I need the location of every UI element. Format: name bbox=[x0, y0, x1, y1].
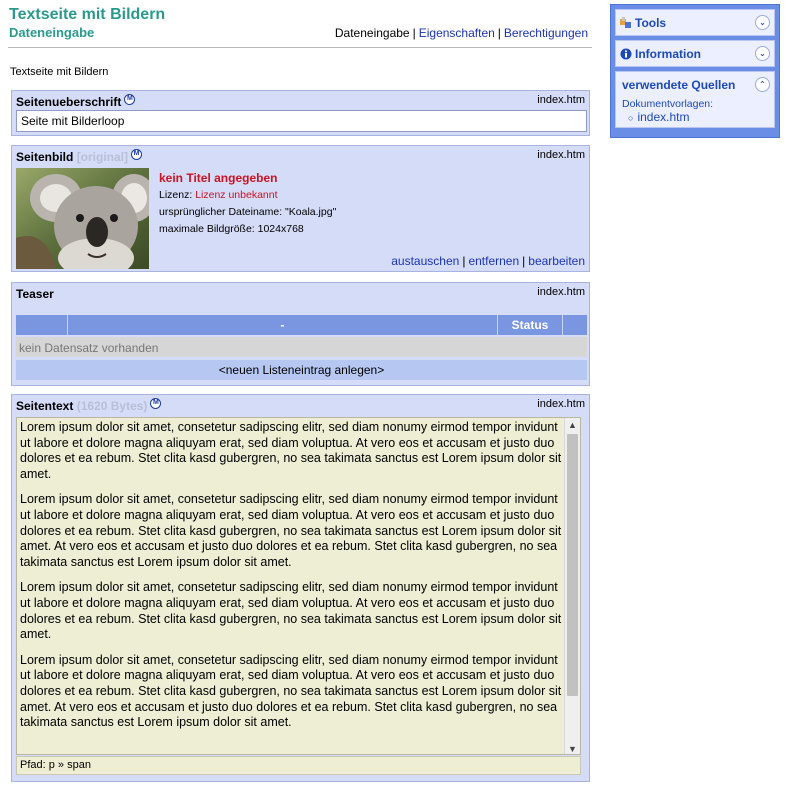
license-label: Lizenz: bbox=[159, 189, 193, 201]
scroll-up-icon[interactable]: ▲ bbox=[568, 420, 577, 430]
bullet-icon: ○ bbox=[628, 113, 634, 123]
page-title: Textseite mit Bildern bbox=[9, 6, 166, 23]
top-nav bbox=[335, 26, 588, 40]
main-area bbox=[8, 4, 592, 771]
image-panel bbox=[11, 145, 590, 272]
remove-image-link[interactable]: entfernen bbox=[468, 254, 520, 268]
image-filename: ursprünglicher Dateiname: "Koala.jpg" bbox=[159, 206, 337, 218]
panel-title: Teaser bbox=[16, 287, 54, 301]
list-empty-message: kein Datensatz vorhanden bbox=[16, 337, 587, 357]
paragraph[interactable]: Lorem ipsum dolor sit amet, consetetur sadipscing elitr, sed diam nonumy eirmod tempor invidunt ut labore et dolore magna aliquyam erat, sed diam voluptua. At vero eos et accusam et justo duo dolores et ea rebum. Stet clita kasd gubergren, no sea takimata sanctus est Lorem ipsum dolor sit amet. At vero eos et accusam et justo duo dolores et ea rebum. Stet clita kasd gubergren, no sea takimata sanctus est Lorem ipsum dolor sit amet. bbox=[20, 652, 562, 730]
text-panel bbox=[11, 394, 590, 782]
meta-icon[interactable]: M bbox=[150, 398, 161, 409]
chevron-up-icon[interactable]: ⌃ bbox=[755, 77, 770, 92]
info-icon bbox=[620, 48, 632, 60]
paragraph[interactable]: Lorem ipsum dolor sit amet, consetetur sadipscing elitr, sed diam nonumy eirmod tempor invidunt ut labore et dolore magna aliquyam erat, sed diam voluptua. At vero eos et accusam et justo duo dolores et ea rebum. Stet clita kasd gubergren, no sea takimata sanctus est Lorem ipsum dolor sit amet. bbox=[20, 580, 562, 642]
page-subtitle: Dateneingabe bbox=[9, 25, 95, 40]
header bbox=[8, 4, 592, 48]
paragraph[interactable]: Lorem ipsum dolor sit amet, consetetur sadipscing elitr, sed diam nonumy eirmod tempor invidunt ut labore et dolore magna aliquyam erat, sed diam voluptua. At vero eos et accusam et justo duo dolores et ea rebum. Stet clita kasd gubergren, no sea takimata sanctus est Lorem ipsum dolor sit amet. At vero eos et accusam et justo duo dolores et ea rebum. Stet clita kasd gubergren, no sea takimata sanctus est Lorem ipsum dolor sit amet. bbox=[20, 492, 562, 569]
sidebar-tools-header[interactable] bbox=[620, 16, 666, 30]
sidebar bbox=[610, 4, 780, 138]
license-value: Lizenz unbekannt bbox=[195, 189, 278, 201]
panel-file: index.htm bbox=[537, 149, 585, 161]
column-header-select[interactable] bbox=[16, 315, 68, 335]
new-list-entry-button[interactable]: <neuen Listeneintrag anlegen> bbox=[16, 360, 587, 380]
text-size: (1620 Bytes) bbox=[76, 399, 148, 413]
paragraph[interactable]: Lorem ipsum dolor sit amet, consetetur sadipscing elitr, sed diam nonumy eirmod tempor invidunt ut labore et dolore magna aliquyam erat, sed diam voluptua. At vero eos et accusam et justo duo dolores et ea rebum. Stet clita kasd gubergren, no sea takimata sanctus est Lorem ipsum dolor sit amet. bbox=[20, 420, 562, 481]
replace-image-link[interactable]: austauschen bbox=[391, 254, 460, 268]
sources-item[interactable] bbox=[628, 110, 689, 124]
image-info bbox=[159, 170, 336, 238]
image-maxsize: maximale Bildgröße: 1024x768 bbox=[159, 223, 304, 235]
headline-panel bbox=[11, 90, 590, 136]
breadcrumb: Textseite mit Bildern bbox=[10, 66, 109, 78]
panel-file: index.htm bbox=[537, 286, 585, 298]
editor-content[interactable] bbox=[17, 418, 580, 731]
panel-file: index.htm bbox=[537, 94, 585, 106]
tab-eigenschaften[interactable]: Eigenschaften bbox=[418, 26, 495, 40]
action-separator: | bbox=[462, 254, 466, 268]
image-actions bbox=[391, 254, 585, 268]
action-separator: | bbox=[522, 254, 526, 268]
panel-title bbox=[16, 399, 161, 413]
edit-image-link[interactable]: bearbeiten bbox=[528, 254, 585, 268]
tools-icon bbox=[620, 17, 632, 29]
column-header-actions[interactable] bbox=[563, 315, 587, 335]
meta-icon[interactable]: M bbox=[124, 94, 135, 105]
scroll-down-icon[interactable]: ▼ bbox=[568, 744, 577, 754]
meta-icon[interactable]: M bbox=[131, 149, 142, 160]
nav-separator: | bbox=[497, 26, 501, 40]
headline-label: Seitenueberschrift bbox=[16, 95, 122, 109]
editor-scrollbar[interactable] bbox=[564, 418, 580, 755]
tab-berechtigungen[interactable]: Berechtigungen bbox=[503, 26, 588, 40]
sources-label: Dokumentvorlagen: bbox=[622, 98, 714, 110]
image-license bbox=[159, 187, 336, 204]
scroll-thumb[interactable] bbox=[567, 434, 578, 696]
text-label: Seitentext bbox=[16, 399, 74, 413]
panel-title bbox=[16, 150, 142, 164]
sidebar-tools[interactable] bbox=[615, 9, 775, 36]
sidebar-sources-header[interactable]: verwendete Quellen bbox=[622, 78, 736, 92]
panel-title bbox=[16, 95, 135, 109]
sidebar-information[interactable] bbox=[615, 40, 775, 67]
koala-image[interactable] bbox=[16, 168, 149, 269]
sources-item-link[interactable]: index.htm bbox=[637, 110, 690, 124]
sidebar-tools-label: Tools bbox=[635, 16, 667, 30]
koala-picture bbox=[16, 168, 149, 269]
image-label-extra: [original] bbox=[76, 150, 129, 164]
teaser-panel bbox=[11, 282, 590, 386]
image-title: kein Titel angegeben bbox=[159, 171, 278, 185]
text-editor[interactable] bbox=[16, 417, 581, 755]
chevron-down-icon[interactable]: ⌄ bbox=[755, 15, 770, 30]
nav-separator: | bbox=[412, 26, 416, 40]
list-header bbox=[16, 315, 587, 335]
image-label: Seitenbild bbox=[16, 150, 74, 164]
panel-file: index.htm bbox=[537, 398, 585, 410]
column-header-status[interactable]: Status bbox=[498, 315, 563, 335]
headline-input[interactable] bbox=[16, 110, 587, 132]
chevron-down-icon[interactable]: ⌄ bbox=[755, 46, 770, 61]
sidebar-information-header[interactable] bbox=[620, 47, 701, 61]
sidebar-sources bbox=[615, 71, 775, 128]
tab-dateneingabe[interactable]: Dateneingabe bbox=[334, 26, 410, 40]
column-header-title[interactable]: - bbox=[68, 315, 498, 335]
sidebar-information-label: Information bbox=[635, 47, 701, 61]
element-path: Pfad: p » span bbox=[16, 756, 581, 775]
